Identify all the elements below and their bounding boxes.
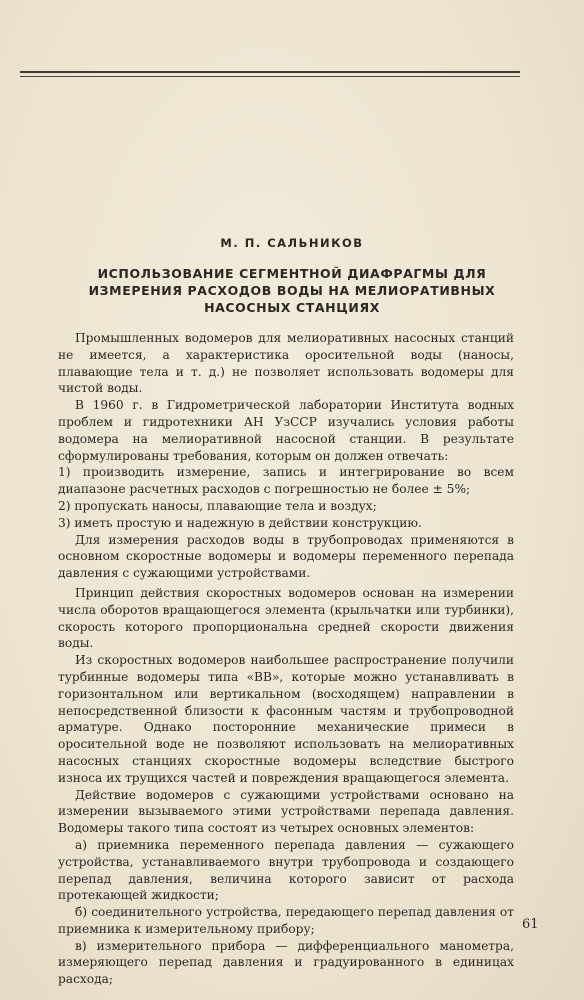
paragraph: Для измерения расходов воды в трубопроводах применяются в основном скоростные водомеры и водомеры переменного перепада давления с сужающими устройствами. [58, 532, 514, 581]
list-item: 1) производить измерение, запись и интегрирование во всем диапазоне расчетных расходов с погрешностью не более ± 5%; [58, 465, 514, 497]
paragraph: Принцип действия скоростных водомеров основан на измерении числа оборотов вращающегося элемента (крыльчатки или турбинки), скорость которого пропорциональна средней скорости движения воды. [58, 585, 514, 651]
author-name: М. П. САЛЬНИКОВ [220, 236, 364, 250]
header-rule-thin [20, 76, 520, 77]
paragraph: Промышленных водомеров для мелиоративных насосных станций не имеется, а характеристика оросительной воды (наносы, плавающие тела и т. д.) не позволяет использовать водомеры для чистой воды. [58, 331, 514, 396]
list-item: а) приемника переменного перепада давления — сужающего устройства, устанавливаемого внутри трубопровода и создающего перепад давления, величина которого зависит от расхода протекающей жидкости; [58, 837, 514, 903]
title-line: ИЗМЕРЕНИЯ РАСХОДОВ ВОДЫ НА МЕЛИОРАТИВНЫХ [88, 283, 496, 298]
title-line: НАСОСНЫХ СТАНЦИЯХ [204, 300, 380, 315]
header-rule [20, 71, 520, 73]
list-item: 3) иметь простую и надежную в действии конструкцию. [58, 515, 422, 530]
paragraph: Из скоростных водомеров наибольшее распространение получили турбинные водомеры типа «ВВ», которые можно устанавливать в горизонтальном или вертикальном (восходящем) направлении в непосредственной близости к фасонным частям и трубопроводной арматуре. Однако посторонние механические примеси в оросительной воде не позволяют использовать на мелиоративных насосных станциях скоростные водомеры вследствие быстрого износа их трущихся частей и повреждения вращающегося элемента. [58, 653, 514, 785]
list-item: в) измерительного прибора — дифференциального манометра, измеряющего перепад давления и градуированного в единицах расхода; [58, 938, 514, 987]
list-item: 2) пропускать наносы, плавающие тела и воздух; [58, 498, 377, 513]
page-number: 61 [522, 917, 539, 932]
article-body [58, 330, 514, 988]
article-title [40, 265, 544, 316]
paragraph: Действие водомеров с сужающими устройствами основано на измерении вызываемого этими устройствами перепада давления. Водомеры такого типа состоят из четырех основных элементов: [58, 787, 514, 836]
list-item: б) соединительного устройства, передающего перепад давления от приемника к измерительному прибору; [58, 905, 514, 936]
title-line: ИСПОЛЬЗОВАНИЕ СЕГМЕНТНОЙ ДИАФРАГМЫ ДЛЯ [97, 266, 487, 281]
paragraph: В 1960 г. в Гидрометрической лаборатории Института водных проблем и гидротехники АН УзССР изучались условия работы водомера на мелиоративной насосной станции. В результате сформулированы требования, которым он должен отвечать: [58, 398, 514, 463]
